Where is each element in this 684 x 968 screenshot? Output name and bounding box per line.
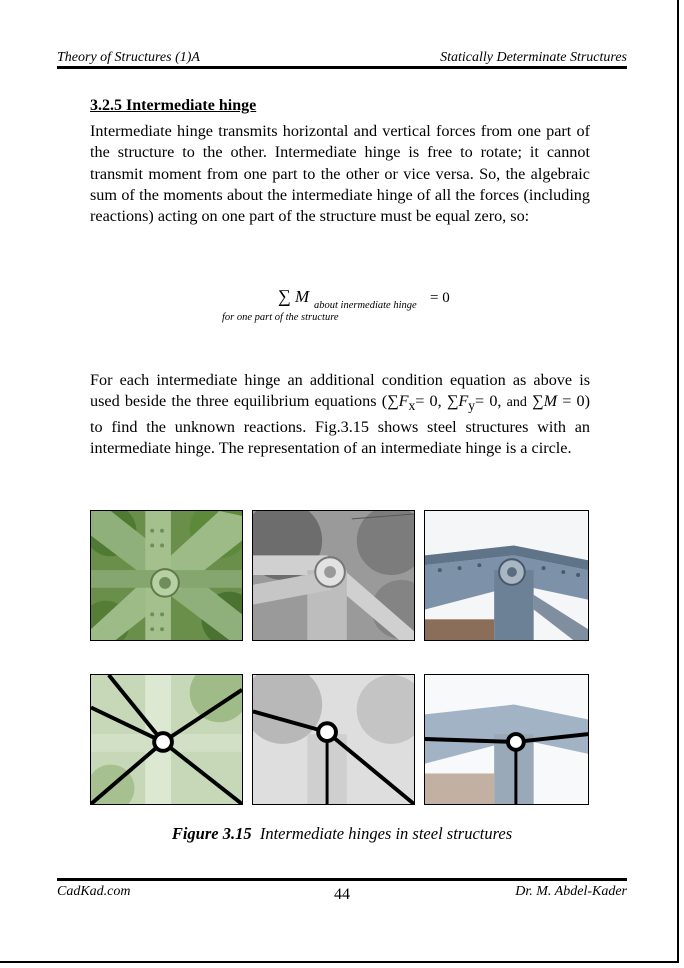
photo-blue-hinge-diagram-image [425,675,588,804]
photo-green-hinge [90,510,243,641]
footer-rule [57,878,627,881]
paragraph-conditions [90,370,590,459]
equation-sum-symbol: ∑ [278,286,291,306]
figure-caption [0,824,684,844]
footer-website: CadKad.com [57,884,131,899]
equation-condition: for one part of the structure [222,312,339,323]
equation-rhs: = 0 [430,290,450,306]
photo-green-hinge-image [91,511,242,640]
photo-gray-hinge-image [253,511,414,640]
footer-author: Dr. M. Abdel-Kader [515,884,627,899]
photo-gray-hinge [252,510,415,641]
photo-gray-hinge-diagram [252,674,415,805]
header-rule [57,66,627,69]
header-course-title: Theory of Structures (1)A [57,50,200,65]
sum-symbol-inline: ∑ [526,392,544,411]
paragraph-intro: Intermediate hinge transmits horizontal and vertical forces from one part of the structure to the other. Intermediate hinge is free to rotate; it cannot transmit moment from one part to the other or vice versa. So, the algebraic sum of the moments about the intermediate hinge of all the forces (including reactions) acting on one part of the structure must be equal zero, so: [90,122,590,226]
and-word: and [506,395,527,411]
m-variable: M [543,392,558,411]
fy-variable: F [458,392,469,411]
fx-variable: F [398,392,409,411]
page-footer [57,884,627,904]
photo-gray-hinge-diagram-image [253,675,414,804]
moment-equation [222,286,482,326]
page-number: 44 [334,886,350,903]
photo-green-hinge-diagram-image [91,675,242,804]
equation-subscript: about inermediate hinge [314,300,417,311]
figure-caption-text: Intermediate hinges in steel structures [259,824,513,843]
photo-blue-hinge-diagram [424,674,589,805]
photo-green-hinge-diagram [90,674,243,805]
fy-subscript: y [468,398,476,414]
p2-text-1: For each intermediate hinge an additional condition equation as above is used beside the three equilibrium equations (∑ [90,371,590,411]
figure-label: Figure 3.15 [171,824,252,843]
photo-blue-hinge [424,510,589,641]
p2-text-2: = 0, ∑ [415,392,459,411]
section-heading: 3.2.5 Intermediate hinge [90,97,257,114]
p2-text-3: = 0, [475,392,502,411]
p2-text-4: = 0) to find the unknown reactions. Fig.3.15 shows steel structures with an intermediate hinge. The representation of an intermediate hinge is a circle. [90,392,590,458]
fx-subscript: x [408,398,416,414]
header-chapter-title: Statically Determinate Structures [440,50,627,65]
equation-variable: M [295,287,310,306]
photo-blue-hinge-image [425,511,588,640]
